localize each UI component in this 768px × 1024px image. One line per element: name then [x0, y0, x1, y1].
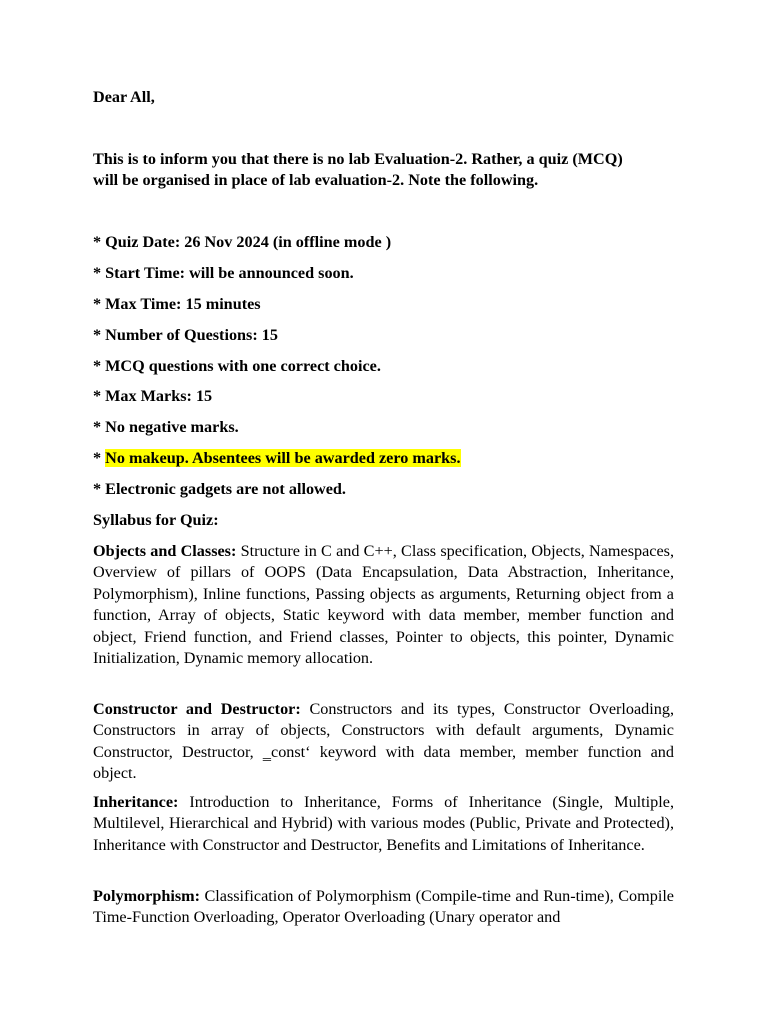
bullet-gadgets: * Electronic gadgets are not allowed.	[93, 480, 346, 498]
section-title: Inheritance:	[93, 793, 179, 811]
bullet-quiz-date: * Quiz Date: 26 Nov 2024 (in offline mode )	[93, 233, 392, 251]
bullet-max-time: * Max Time: 15 minutes	[93, 295, 261, 313]
syllabus-heading: Syllabus for Quiz:	[93, 511, 219, 529]
bullet-mcq: * MCQ questions with one correct choice.	[93, 357, 381, 375]
section-inheritance	[93, 792, 674, 856]
section-title: Constructor and Destructor:	[93, 700, 301, 718]
section-title: Objects and Classes:	[93, 542, 237, 560]
bullet-makeup-prefix: *	[93, 449, 106, 467]
section-title: Polymorphism:	[93, 887, 201, 905]
section-body: Constructors and its types, Constructor Overloading, Constructors in array of objects, Constructors with default arguments, Dynamic Constructor, Destructor, ‗const‘ keyword with data member, member function and object.	[93, 700, 674, 783]
section-body: Introduction to Inheritance, Forms of Inheritance (Single, Multiple, Multilevel, Hierarchical and Hybrid) with various modes (Public, Private and Protected), Inheritance with Constructor and Destructor, Benefits and Limitations of Inheritance.	[93, 793, 674, 854]
highlighted-warning: No makeup. Absentees will be awarded zero marks.	[105, 449, 461, 467]
bullet-num-questions: * Number of Questions: 15	[93, 326, 278, 344]
section-polymorphism	[93, 886, 674, 929]
salutation: Dear All,	[93, 88, 155, 106]
intro-line-2: will be organised in place of lab evaluation-2. Note the following.	[93, 171, 539, 189]
section-body: Classification of Polymorphism (Compile-time and Run-time), Compile Time-Function Overloading, Operator Overloading (Unary operator and	[93, 887, 674, 927]
bullet-negative: * No negative marks.	[93, 418, 239, 436]
section-body: Structure in C and C++, Class specification, Objects, Namespaces, Overview of pillars of OOPS (Data Encapsulation, Data Abstraction, Inheritance, Polymorphism), Inline functions, Passing objects as arguments, Returning object from a function, Array of objects, Static keyword with data member, member function and object, Friend function, and Friend classes, Pointer to objects, this pointer, Dynamic Initialization, Dynamic memory allocation.	[93, 542, 675, 668]
bullet-makeup	[93, 449, 461, 468]
bullet-start-time: * Start Time: will be announced soon.	[93, 264, 354, 282]
section-constructor-destructor	[93, 699, 674, 785]
bullet-max-marks: * Max Marks: 15	[93, 387, 213, 405]
intro-line-1: This is to inform you that there is no lab Evaluation-2. Rather, a quiz (MCQ)	[93, 150, 623, 168]
section-objects-classes	[93, 541, 674, 669]
